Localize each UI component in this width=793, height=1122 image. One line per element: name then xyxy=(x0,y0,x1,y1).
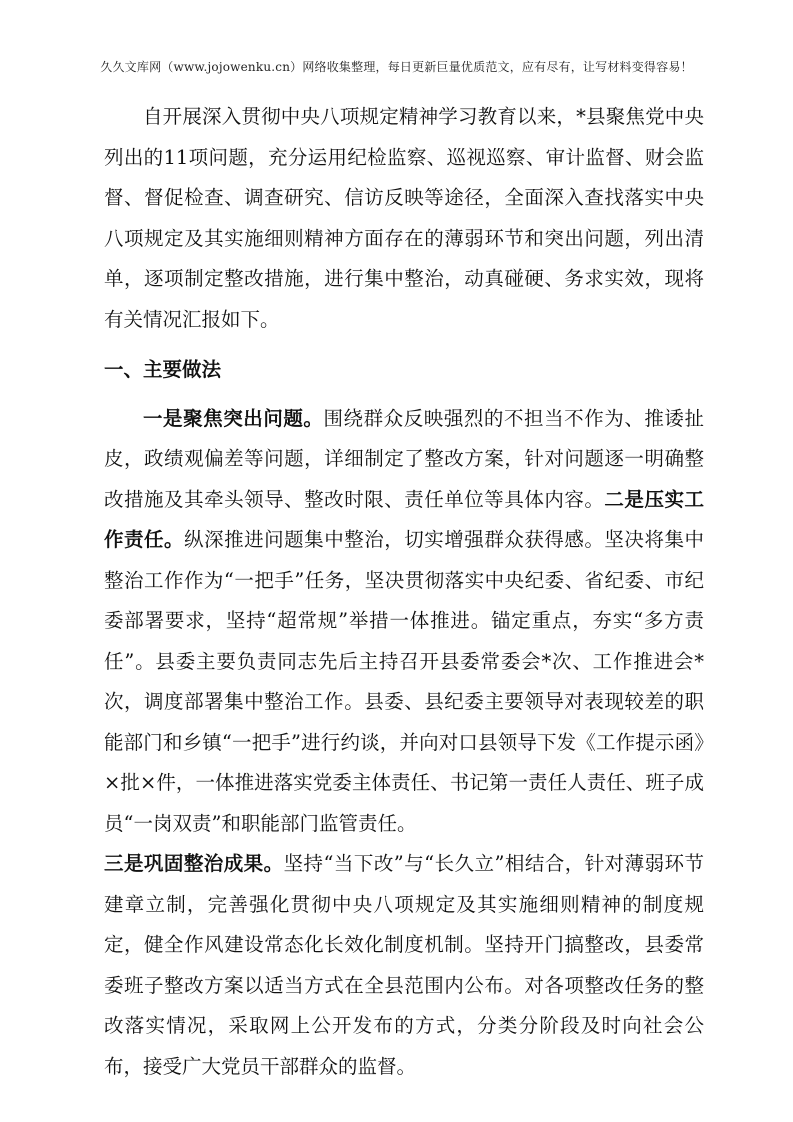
point-3-text: 坚持“当下改”与“长久立”相结合，针对薄弱环节建章立制，完善强化贯彻中央八项规定及其实施细则精神的制度规定，健全作风建设常态化长效化制度机制。坚持开门搞整改，县委常委班子整改方案以适当方式在全县范围内公布。对各项整改任务的整改落实情况，采取网上公开发布的方式，分类分阶段及时向社会公布，接受广大党员干部群众的监督。 xyxy=(104,852,704,1078)
point-1-text: 围绕群众反映强烈的不担当不作为、推诿扯皮，政绩观偏差等问题，详细制定了整改方案，针对问题逐一明确整改措施及其牵头领导、整改时限、责任单位等具体内容。 xyxy=(104,406,704,511)
point-2-lead: 二是压实工作责任。 xyxy=(104,487,704,551)
point-1-lead: 一是聚焦突出问题。 xyxy=(143,406,324,430)
header-note: 久久文库网（www.jojowenku.cn）网络收集整理，每日更新巨量优质范文，应有尽有，让写材料变得容易！ xyxy=(100,60,693,74)
section-heading-main-practices: 一、主要做法 xyxy=(104,358,222,381)
intro-paragraph: 自开展深入贯彻中央八项规定精神学习教育以来，*县聚焦党中央列出的11项问题，充分运用纪检监察、巡视巡察、审计监督、财会监督、督促检查、调查研究、信访反映等途径，全面深入查找落实中央八项规定及其实施细则精神方面存在的薄弱环节和突出问题，列出清单，逐项制定整改措施，进行集中整治，动真碰硬、务求实效，现将有关情况汇报如下。 xyxy=(104,105,704,331)
main-practices-paragraph xyxy=(104,399,704,845)
document-body xyxy=(104,97,704,1087)
point-3-paragraph xyxy=(104,844,704,1087)
point-2-text: 纵深推进问题集中整治，切实增强群众获得感。坚决将集中整治工作作为“一把手”任务，坚决贯彻落实中央纪委、省纪委、市纪委部署要求，坚持“超常规”举措一体推进。锚定重点，夯实“多方责任”。县委主要负责同志先后主持召开县委常委会*次、工作推进会*次，调度部署集中整治工作。县委、县纪委主要领导对表现较差的职能部门和乡镇“一把手”进行约谈，并向对口县领导下发《工作提示函》×批×件，一体推进落实党委主体责任、书记第一责任人责任、班子成员“一岗双责”和职能部门监管责任。 xyxy=(104,528,704,835)
point-3-lead: 三是巩固整治成果。 xyxy=(104,852,284,875)
